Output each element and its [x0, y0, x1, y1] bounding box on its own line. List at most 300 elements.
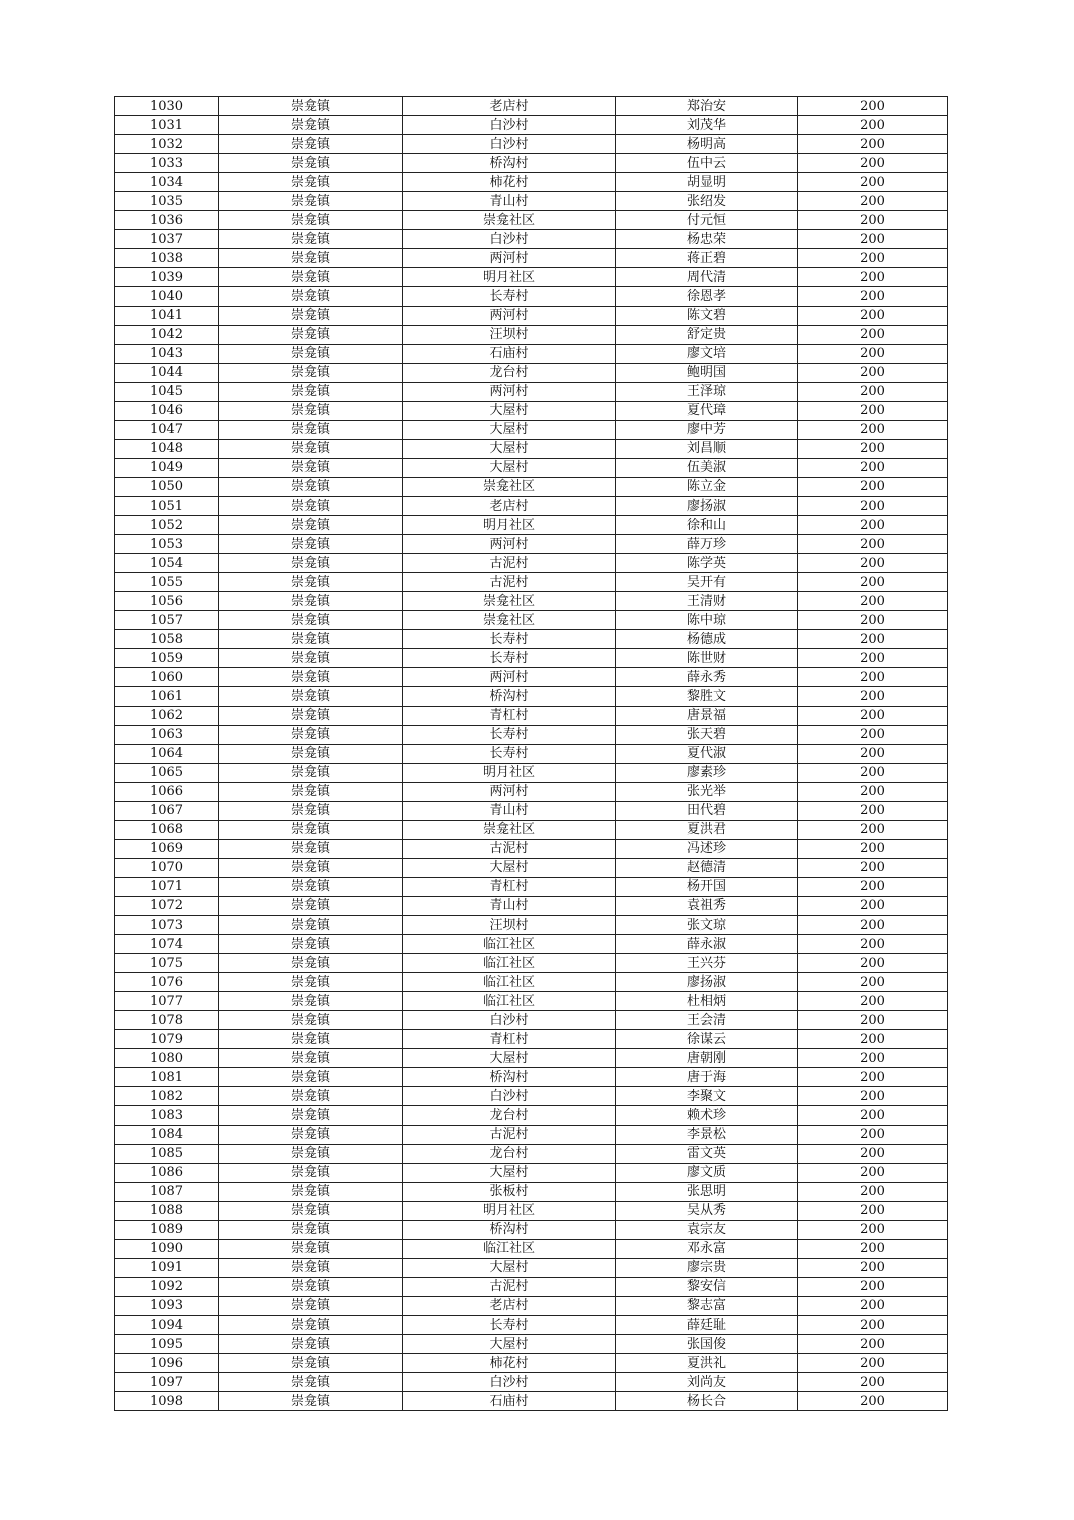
table-row: [115, 630, 948, 649]
row-number-cell: 1088: [115, 1201, 219, 1220]
town-cell: 崇龛镇: [219, 1049, 403, 1068]
name-cell: 鲍明国: [616, 363, 798, 382]
town-cell: 崇龛镇: [219, 287, 403, 306]
village-cell: 老店村: [403, 496, 616, 515]
table-row: [115, 554, 948, 573]
row-number-cell: 1066: [115, 782, 219, 801]
table-row: [115, 382, 948, 401]
amount-cell: 200: [798, 1106, 948, 1125]
table-row: [115, 496, 948, 515]
subsidy-list-table: [114, 96, 948, 1411]
row-number-cell: 1078: [115, 1011, 219, 1030]
village-cell: 两河村: [403, 535, 616, 554]
table-row: [115, 1316, 948, 1335]
row-number-cell: 1089: [115, 1220, 219, 1239]
name-cell: 廖中芳: [616, 420, 798, 439]
name-cell: 舒定贵: [616, 325, 798, 344]
village-cell: 大屋村: [403, 1163, 616, 1182]
table-row: [115, 192, 948, 211]
row-number-cell: 1080: [115, 1049, 219, 1068]
name-cell: 王泽琼: [616, 382, 798, 401]
village-cell: 长寿村: [403, 287, 616, 306]
name-cell: 徐恩孝: [616, 287, 798, 306]
row-number-cell: 1069: [115, 839, 219, 858]
table-row: [115, 1011, 948, 1030]
table-row: [115, 611, 948, 630]
amount-cell: 200: [798, 801, 948, 820]
town-cell: 崇龛镇: [219, 1239, 403, 1258]
name-cell: 陈立金: [616, 477, 798, 496]
village-cell: 崇龛社区: [403, 477, 616, 496]
village-cell: 桥沟村: [403, 1220, 616, 1239]
town-cell: 崇龛镇: [219, 1354, 403, 1373]
village-cell: 青杠村: [403, 877, 616, 896]
village-cell: 白沙村: [403, 230, 616, 249]
table-row: [115, 1335, 948, 1354]
name-cell: 田代碧: [616, 801, 798, 820]
amount-cell: 200: [798, 1182, 948, 1201]
row-number-cell: 1047: [115, 420, 219, 439]
name-cell: 杨明高: [616, 135, 798, 154]
row-number-cell: 1086: [115, 1163, 219, 1182]
name-cell: 赖术珍: [616, 1106, 798, 1125]
town-cell: 崇龛镇: [219, 211, 403, 230]
village-cell: 古泥村: [403, 554, 616, 573]
village-cell: 大屋村: [403, 420, 616, 439]
amount-cell: 200: [798, 839, 948, 858]
name-cell: 李景松: [616, 1125, 798, 1144]
row-number-cell: 1055: [115, 573, 219, 592]
row-number-cell: 1048: [115, 439, 219, 458]
village-cell: 大屋村: [403, 1335, 616, 1354]
name-cell: 夏代璋: [616, 401, 798, 420]
village-cell: 两河村: [403, 782, 616, 801]
name-cell: 张天碧: [616, 725, 798, 744]
row-number-cell: 1046: [115, 401, 219, 420]
village-cell: 汪坝村: [403, 325, 616, 344]
name-cell: 蒋正碧: [616, 249, 798, 268]
table-row: [115, 1201, 948, 1220]
table-row: [115, 116, 948, 135]
table-row: [115, 363, 948, 382]
row-number-cell: 1073: [115, 916, 219, 935]
table-row: [115, 649, 948, 668]
name-cell: 袁祖秀: [616, 896, 798, 915]
village-cell: 柿花村: [403, 173, 616, 192]
table-row: [115, 1296, 948, 1315]
amount-cell: 200: [798, 1201, 948, 1220]
village-cell: 临江社区: [403, 992, 616, 1011]
village-cell: 两河村: [403, 249, 616, 268]
amount-cell: 200: [798, 1049, 948, 1068]
amount-cell: 200: [798, 1296, 948, 1315]
town-cell: 崇龛镇: [219, 1296, 403, 1315]
name-cell: 黎安信: [616, 1277, 798, 1296]
table-row: [115, 1163, 948, 1182]
row-number-cell: 1085: [115, 1144, 219, 1163]
row-number-cell: 1036: [115, 211, 219, 230]
name-cell: 杨忠荣: [616, 230, 798, 249]
village-cell: 两河村: [403, 668, 616, 687]
name-cell: 周代清: [616, 268, 798, 287]
row-number-cell: 1063: [115, 725, 219, 744]
town-cell: 崇龛镇: [219, 592, 403, 611]
village-cell: 老店村: [403, 97, 616, 116]
amount-cell: 200: [798, 744, 948, 763]
amount-cell: 200: [798, 116, 948, 135]
village-cell: 青杠村: [403, 1030, 616, 1049]
village-cell: 白沙村: [403, 1373, 616, 1392]
amount-cell: 200: [798, 1144, 948, 1163]
town-cell: 崇龛镇: [219, 649, 403, 668]
row-number-cell: 1095: [115, 1335, 219, 1354]
town-cell: 崇龛镇: [219, 896, 403, 915]
table-row: [115, 916, 948, 935]
name-cell: 雷文英: [616, 1144, 798, 1163]
name-cell: 薛永淑: [616, 935, 798, 954]
town-cell: 崇龛镇: [219, 935, 403, 954]
amount-cell: 200: [798, 992, 948, 1011]
town-cell: 崇龛镇: [219, 763, 403, 782]
village-cell: 大屋村: [403, 401, 616, 420]
town-cell: 崇龛镇: [219, 782, 403, 801]
village-cell: 长寿村: [403, 725, 616, 744]
row-number-cell: 1060: [115, 668, 219, 687]
table-row: [115, 173, 948, 192]
village-cell: 桥沟村: [403, 687, 616, 706]
row-number-cell: 1056: [115, 592, 219, 611]
village-cell: 青杠村: [403, 706, 616, 725]
name-cell: 廖宗贵: [616, 1258, 798, 1277]
town-cell: 崇龛镇: [219, 877, 403, 896]
town-cell: 崇龛镇: [219, 192, 403, 211]
table-row: [115, 992, 948, 1011]
name-cell: 唐景福: [616, 706, 798, 725]
row-number-cell: 1091: [115, 1258, 219, 1277]
row-number-cell: 1075: [115, 954, 219, 973]
town-cell: 崇龛镇: [219, 268, 403, 287]
row-number-cell: 1037: [115, 230, 219, 249]
table-row: [115, 306, 948, 325]
amount-cell: 200: [798, 268, 948, 287]
amount-cell: 200: [798, 1239, 948, 1258]
village-cell: 柿花村: [403, 1354, 616, 1373]
row-number-cell: 1034: [115, 173, 219, 192]
table-row: [115, 477, 948, 496]
village-cell: 龙台村: [403, 1144, 616, 1163]
amount-cell: 200: [798, 687, 948, 706]
amount-cell: 200: [798, 973, 948, 992]
town-cell: 崇龛镇: [219, 458, 403, 477]
amount-cell: 200: [798, 1068, 948, 1087]
table-row: [115, 458, 948, 477]
name-cell: 唐于海: [616, 1068, 798, 1087]
village-cell: 明月社区: [403, 516, 616, 535]
town-cell: 崇龛镇: [219, 916, 403, 935]
town-cell: 崇龛镇: [219, 820, 403, 839]
row-number-cell: 1052: [115, 516, 219, 535]
table-row: [115, 1373, 948, 1392]
town-cell: 崇龛镇: [219, 1087, 403, 1106]
amount-cell: 200: [798, 1220, 948, 1239]
town-cell: 崇龛镇: [219, 249, 403, 268]
amount-cell: 200: [798, 325, 948, 344]
amount-cell: 200: [798, 420, 948, 439]
name-cell: 陈文碧: [616, 306, 798, 325]
village-cell: 崇龛社区: [403, 592, 616, 611]
town-cell: 崇龛镇: [219, 668, 403, 687]
village-cell: 大屋村: [403, 1049, 616, 1068]
village-cell: 青山村: [403, 192, 616, 211]
amount-cell: 200: [798, 725, 948, 744]
table-row: [115, 1030, 948, 1049]
town-cell: 崇龛镇: [219, 363, 403, 382]
name-cell: 杜相炳: [616, 992, 798, 1011]
row-number-cell: 1062: [115, 706, 219, 725]
row-number-cell: 1064: [115, 744, 219, 763]
town-cell: 崇龛镇: [219, 1182, 403, 1201]
amount-cell: 200: [798, 954, 948, 973]
row-number-cell: 1065: [115, 763, 219, 782]
amount-cell: 200: [798, 858, 948, 877]
town-cell: 崇龛镇: [219, 1373, 403, 1392]
name-cell: 廖扬淑: [616, 496, 798, 515]
table-row: [115, 973, 948, 992]
amount-cell: 200: [798, 477, 948, 496]
amount-cell: 200: [798, 1316, 948, 1335]
table-row: [115, 1239, 948, 1258]
row-number-cell: 1072: [115, 896, 219, 915]
name-cell: 黎胜文: [616, 687, 798, 706]
name-cell: 袁宗友: [616, 1220, 798, 1239]
amount-cell: 200: [798, 763, 948, 782]
amount-cell: 200: [798, 573, 948, 592]
town-cell: 崇龛镇: [219, 306, 403, 325]
village-cell: 石庙村: [403, 344, 616, 363]
name-cell: 黎志富: [616, 1296, 798, 1315]
town-cell: 崇龛镇: [219, 1068, 403, 1087]
amount-cell: 200: [798, 1277, 948, 1296]
table-row: [115, 1125, 948, 1144]
amount-cell: 200: [798, 439, 948, 458]
village-cell: 张板村: [403, 1182, 616, 1201]
amount-cell: 200: [798, 1335, 948, 1354]
amount-cell: 200: [798, 249, 948, 268]
town-cell: 崇龛镇: [219, 858, 403, 877]
table-row: [115, 954, 948, 973]
table-row: [115, 706, 948, 725]
village-cell: 汪坝村: [403, 916, 616, 935]
village-cell: 青山村: [403, 896, 616, 915]
table-row: [115, 154, 948, 173]
village-cell: 大屋村: [403, 439, 616, 458]
table-row: [115, 325, 948, 344]
row-number-cell: 1042: [115, 325, 219, 344]
town-cell: 崇龛镇: [219, 630, 403, 649]
table-row: [115, 1144, 948, 1163]
village-cell: 大屋村: [403, 1258, 616, 1277]
town-cell: 崇龛镇: [219, 1277, 403, 1296]
table-row: [115, 877, 948, 896]
name-cell: 夏洪君: [616, 820, 798, 839]
village-cell: 龙台村: [403, 363, 616, 382]
town-cell: 崇龛镇: [219, 973, 403, 992]
table-row: [115, 668, 948, 687]
amount-cell: 200: [798, 935, 948, 954]
amount-cell: 200: [798, 496, 948, 515]
row-number-cell: 1039: [115, 268, 219, 287]
amount-cell: 200: [798, 592, 948, 611]
town-cell: 崇龛镇: [219, 401, 403, 420]
table-row: [115, 516, 948, 535]
town-cell: 崇龛镇: [219, 706, 403, 725]
town-cell: 崇龛镇: [219, 1011, 403, 1030]
name-cell: 付元恒: [616, 211, 798, 230]
town-cell: 崇龛镇: [219, 154, 403, 173]
village-cell: 长寿村: [403, 630, 616, 649]
amount-cell: 200: [798, 1011, 948, 1030]
amount-cell: 200: [798, 1354, 948, 1373]
town-cell: 崇龛镇: [219, 611, 403, 630]
town-cell: 崇龛镇: [219, 687, 403, 706]
town-cell: 崇龛镇: [219, 573, 403, 592]
table-row: [115, 801, 948, 820]
name-cell: 李聚文: [616, 1087, 798, 1106]
row-number-cell: 1082: [115, 1087, 219, 1106]
village-cell: 白沙村: [403, 116, 616, 135]
row-number-cell: 1044: [115, 363, 219, 382]
town-cell: 崇龛镇: [219, 535, 403, 554]
name-cell: 薛万珍: [616, 535, 798, 554]
town-cell: 崇龛镇: [219, 344, 403, 363]
name-cell: 冯述珍: [616, 839, 798, 858]
town-cell: 崇龛镇: [219, 97, 403, 116]
amount-cell: 200: [798, 706, 948, 725]
row-number-cell: 1041: [115, 306, 219, 325]
village-cell: 长寿村: [403, 1316, 616, 1335]
name-cell: 徐谋云: [616, 1030, 798, 1049]
table-body: [115, 97, 948, 1411]
amount-cell: 200: [798, 1373, 948, 1392]
row-number-cell: 1043: [115, 344, 219, 363]
amount-cell: 200: [798, 154, 948, 173]
name-cell: 郑治安: [616, 97, 798, 116]
town-cell: 崇龛镇: [219, 954, 403, 973]
village-cell: 长寿村: [403, 744, 616, 763]
town-cell: 崇龛镇: [219, 173, 403, 192]
village-cell: 桥沟村: [403, 1068, 616, 1087]
row-number-cell: 1098: [115, 1392, 219, 1411]
town-cell: 崇龛镇: [219, 744, 403, 763]
amount-cell: 200: [798, 401, 948, 420]
amount-cell: 200: [798, 458, 948, 477]
row-number-cell: 1050: [115, 477, 219, 496]
village-cell: 临江社区: [403, 935, 616, 954]
amount-cell: 200: [798, 649, 948, 668]
row-number-cell: 1087: [115, 1182, 219, 1201]
town-cell: 崇龛镇: [219, 839, 403, 858]
name-cell: 唐朝刚: [616, 1049, 798, 1068]
name-cell: 廖文培: [616, 344, 798, 363]
amount-cell: 200: [798, 287, 948, 306]
name-cell: 廖素珍: [616, 763, 798, 782]
row-number-cell: 1035: [115, 192, 219, 211]
town-cell: 崇龛镇: [219, 1144, 403, 1163]
row-number-cell: 1031: [115, 116, 219, 135]
row-number-cell: 1040: [115, 287, 219, 306]
row-number-cell: 1051: [115, 496, 219, 515]
table-row: [115, 97, 948, 116]
name-cell: 廖文质: [616, 1163, 798, 1182]
row-number-cell: 1077: [115, 992, 219, 1011]
town-cell: 崇龛镇: [219, 135, 403, 154]
row-number-cell: 1071: [115, 877, 219, 896]
name-cell: 杨开国: [616, 877, 798, 896]
row-number-cell: 1081: [115, 1068, 219, 1087]
table-row: [115, 420, 948, 439]
table-row: [115, 439, 948, 458]
name-cell: 夏代淑: [616, 744, 798, 763]
name-cell: 张国俊: [616, 1335, 798, 1354]
amount-cell: 200: [798, 97, 948, 116]
row-number-cell: 1079: [115, 1030, 219, 1049]
table-row: [115, 782, 948, 801]
name-cell: 刘尚友: [616, 1373, 798, 1392]
table-row: [115, 1258, 948, 1277]
table-row: [115, 1068, 948, 1087]
row-number-cell: 1033: [115, 154, 219, 173]
amount-cell: 200: [798, 135, 948, 154]
town-cell: 崇龛镇: [219, 516, 403, 535]
village-cell: 临江社区: [403, 954, 616, 973]
name-cell: 张思明: [616, 1182, 798, 1201]
name-cell: 张文琼: [616, 916, 798, 935]
name-cell: 廖扬淑: [616, 973, 798, 992]
town-cell: 崇龛镇: [219, 992, 403, 1011]
village-cell: 明月社区: [403, 763, 616, 782]
amount-cell: 200: [798, 535, 948, 554]
table-row: [115, 1392, 948, 1411]
name-cell: 徐和山: [616, 516, 798, 535]
table-row: [115, 1106, 948, 1125]
row-number-cell: 1090: [115, 1239, 219, 1258]
name-cell: 赵德清: [616, 858, 798, 877]
table-row: [115, 1220, 948, 1239]
village-cell: 崇龛社区: [403, 611, 616, 630]
table-row: [115, 839, 948, 858]
row-number-cell: 1057: [115, 611, 219, 630]
table-row: [115, 896, 948, 915]
table-row: [115, 401, 948, 420]
village-cell: 临江社区: [403, 973, 616, 992]
table-row: [115, 687, 948, 706]
name-cell: 夏洪礼: [616, 1354, 798, 1373]
row-number-cell: 1076: [115, 973, 219, 992]
table-row: [115, 135, 948, 154]
row-number-cell: 1096: [115, 1354, 219, 1373]
name-cell: 伍美淑: [616, 458, 798, 477]
row-number-cell: 1059: [115, 649, 219, 668]
table-row: [115, 211, 948, 230]
town-cell: 崇龛镇: [219, 1316, 403, 1335]
table-row: [115, 592, 948, 611]
name-cell: 陈世财: [616, 649, 798, 668]
amount-cell: 200: [798, 630, 948, 649]
name-cell: 吴开有: [616, 573, 798, 592]
amount-cell: 200: [798, 668, 948, 687]
row-number-cell: 1094: [115, 1316, 219, 1335]
village-cell: 古泥村: [403, 839, 616, 858]
